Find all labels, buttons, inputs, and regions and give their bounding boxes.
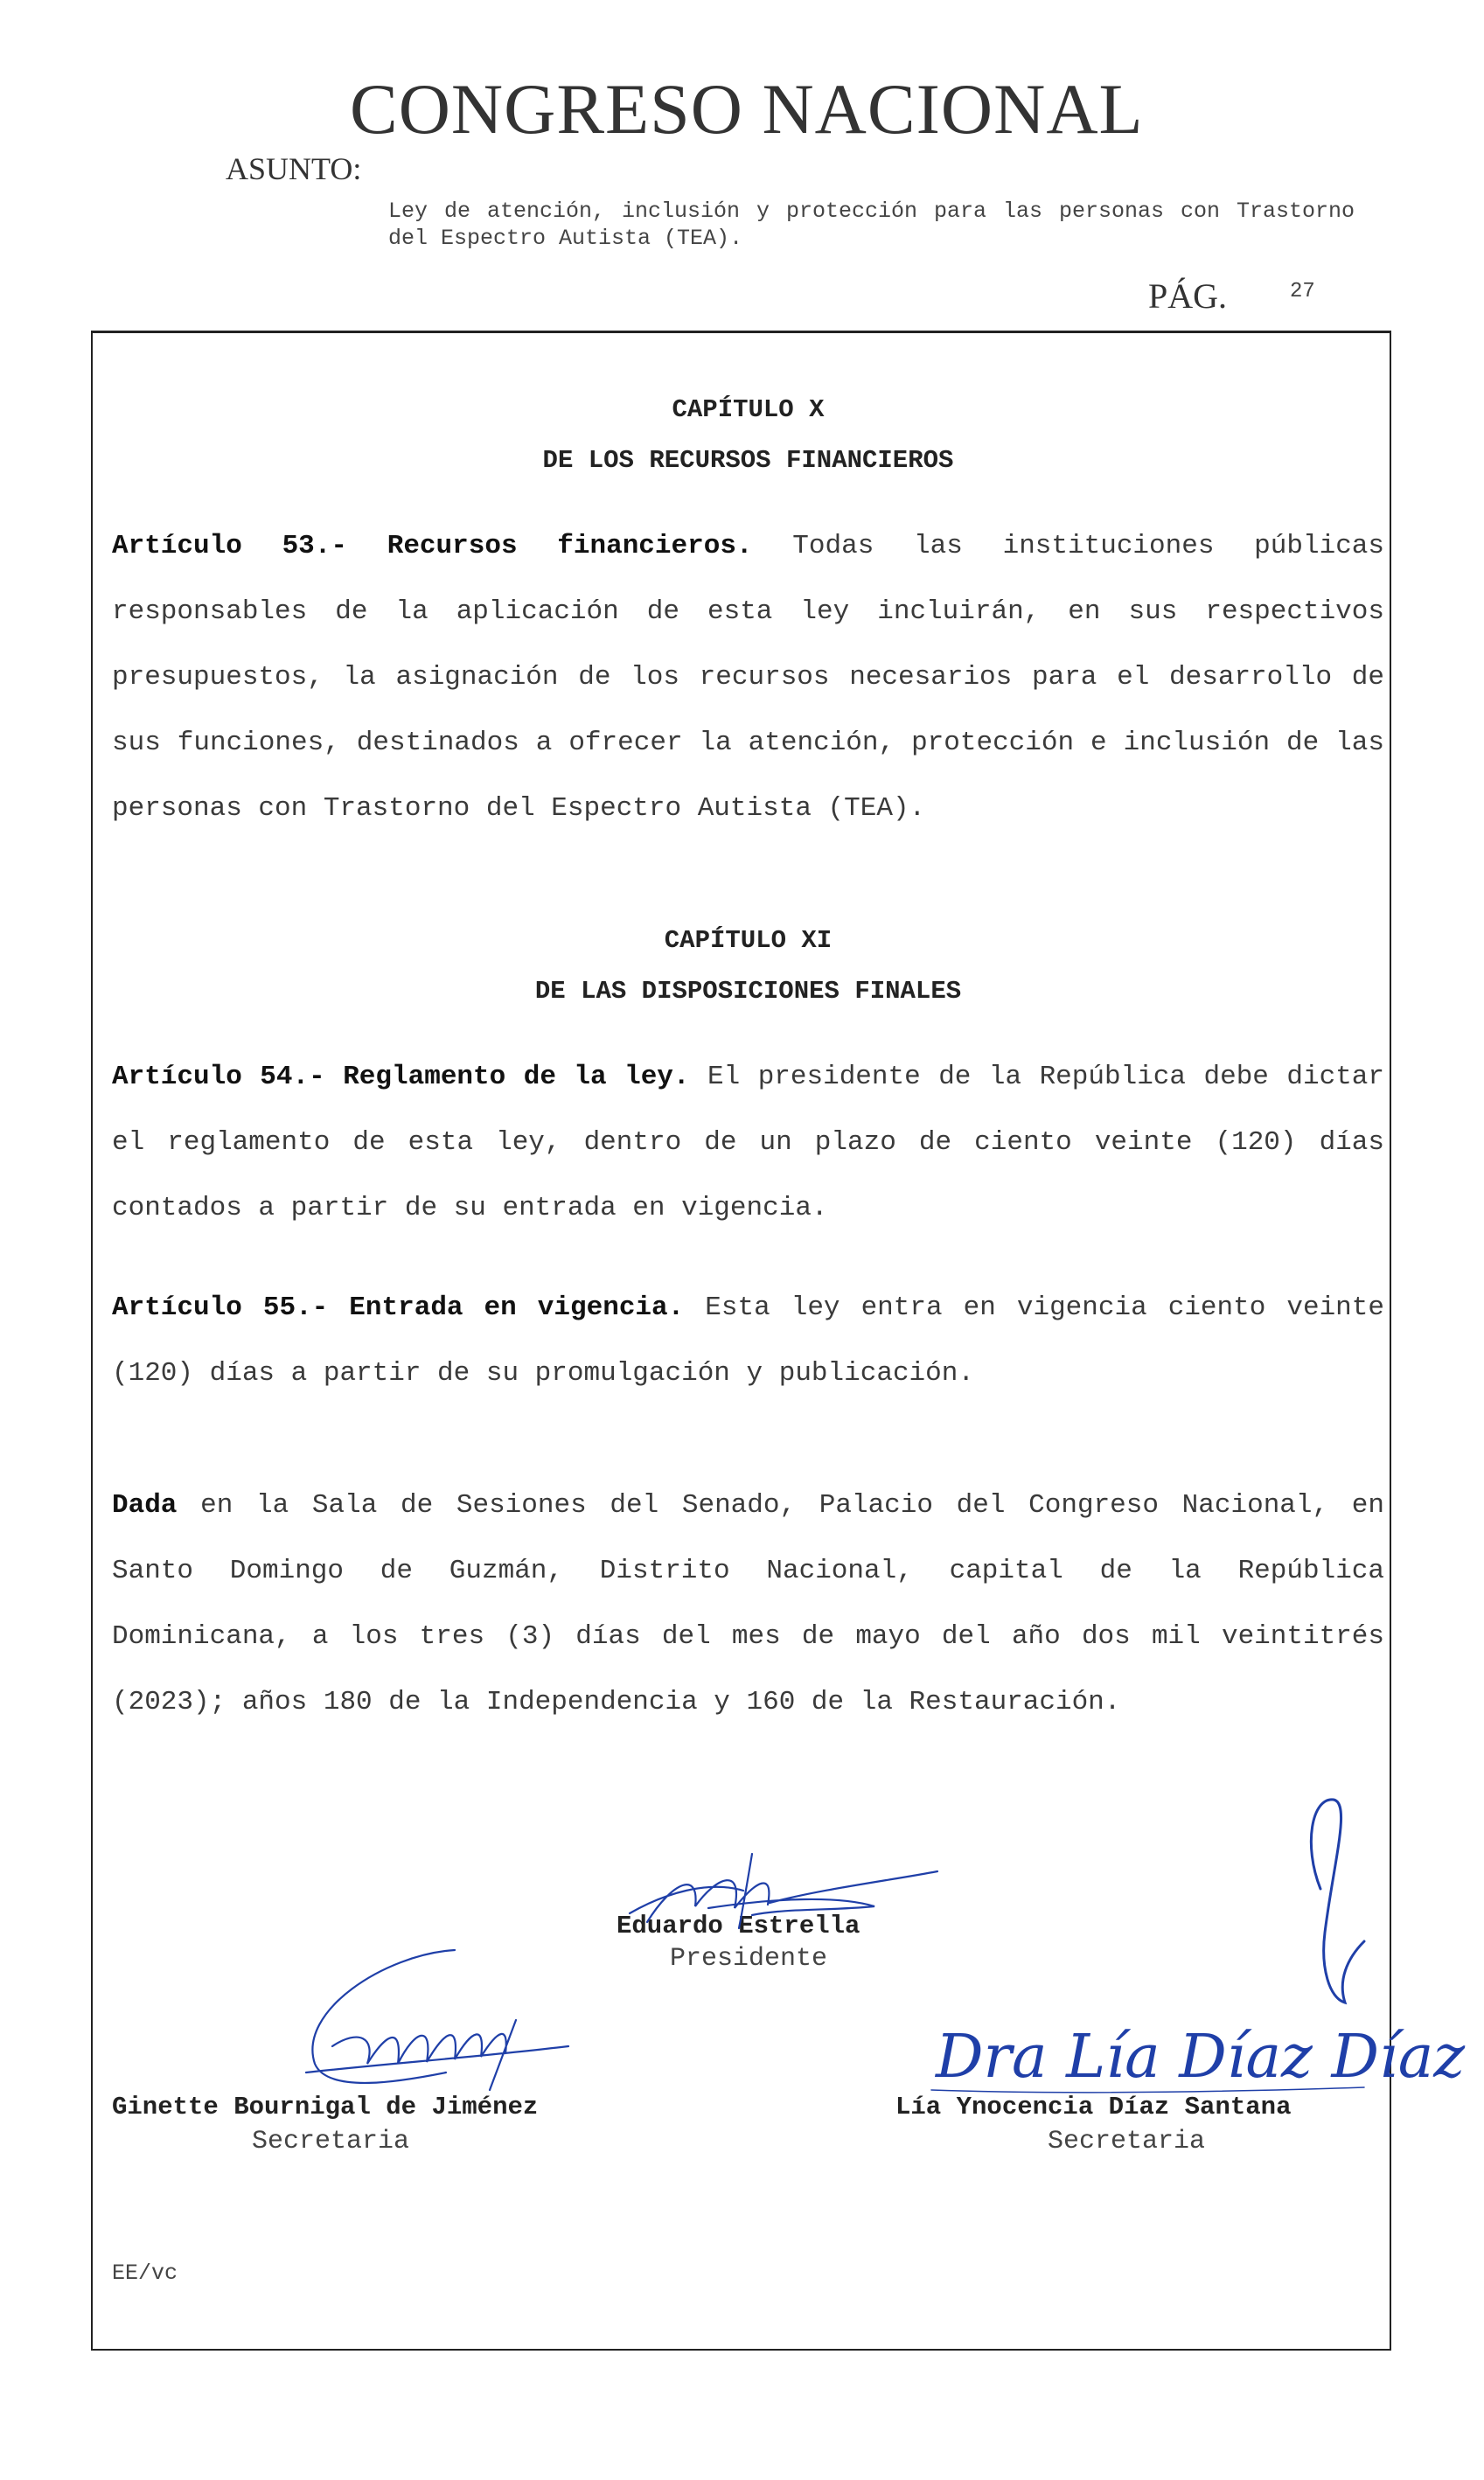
dada-heading: Dada xyxy=(112,1490,178,1521)
article-55 xyxy=(112,1275,1384,1406)
president-signature xyxy=(612,1845,944,1941)
secretary-1-signature xyxy=(280,1941,595,2107)
chapter-xi-title: CAPÍTULO XI xyxy=(664,926,833,955)
secretary-1-role: Secretaria xyxy=(252,2127,410,2156)
asunto-label: ASUNTO: xyxy=(226,151,362,186)
chapter-x-subtitle: DE LOS RECURSOS FINANCIEROS xyxy=(542,446,954,475)
subject-text: Ley de atención, inclusión y protección para las personas con Trastorno del Espectro Autista (TEA). xyxy=(388,199,1355,251)
dada-paragraph xyxy=(112,1473,1384,1735)
article-55-body: Esta ley entra en vigencia ciento veinte (120) días a partir de su promulgación y publicación. xyxy=(112,1292,1384,1389)
secretary-2-signature-text: Dra Lía Díaz Díaz xyxy=(936,2023,1466,2092)
page-number: 27 xyxy=(1290,280,1315,303)
initial-mark-signature xyxy=(1285,1793,1390,2011)
president-role: Presidente xyxy=(670,1944,828,1974)
article-53-heading: Artículo 53.- Recursos financieros. xyxy=(112,531,753,561)
article-53-body: Todas las instituciones públicas responsables de la aplicación de esta ley incluirán, en sus respectivos presupuestos, la asignación de los recursos necesarios para el desarrollo de sus funciones, destinados a ofrecer la atención, protección e inclusión de las personas con Trastorno del Espectro Autista (TEA). xyxy=(112,531,1384,824)
secretary-2-role: Secretaria xyxy=(1048,2127,1206,2156)
secretary-1-name: Ginette Bournigal de Jiménez xyxy=(112,2093,539,2121)
footer-initials: EE/vc xyxy=(112,2261,178,2286)
secretary-2-name: Lía Ynocencia Díaz Santana xyxy=(895,2093,1292,2121)
article-54-heading: Artículo 54.- Reglamento de la ley. xyxy=(112,1062,690,1092)
article-53 xyxy=(112,513,1384,841)
article-54 xyxy=(112,1044,1384,1241)
article-55-heading: Artículo 55.- Entrada en vigencia. xyxy=(112,1292,685,1323)
dada-body: en la Sala de Sesiones del Senado, Palacio del Congreso Nacional, en Santo Domingo de Guzmán, Distrito Nacional, capital de la República Dominicana, a los tres (3) días del mes de mayo del año dos mil veintitrés (2023); años 180 de la Independencia y 160 de la Restauración. xyxy=(112,1490,1384,1717)
president-name: Eduardo Estrella xyxy=(617,1912,860,1940)
page-label: PÁG. xyxy=(1148,276,1228,316)
chapter-x-title: CAPÍTULO X xyxy=(672,395,825,424)
chapter-xi-subtitle: DE LAS DISPOSICIONES FINALES xyxy=(534,977,962,1006)
secretary-2-signature xyxy=(927,2007,1466,2112)
header-title: CONGRESO NACIONAL xyxy=(350,69,1144,149)
article-54-body: El presidente de la República debe dictar el reglamento de esta ley, dentro de un plazo de ciento veinte (120) días contados a partir de su entrada en vigencia. xyxy=(112,1062,1384,1223)
